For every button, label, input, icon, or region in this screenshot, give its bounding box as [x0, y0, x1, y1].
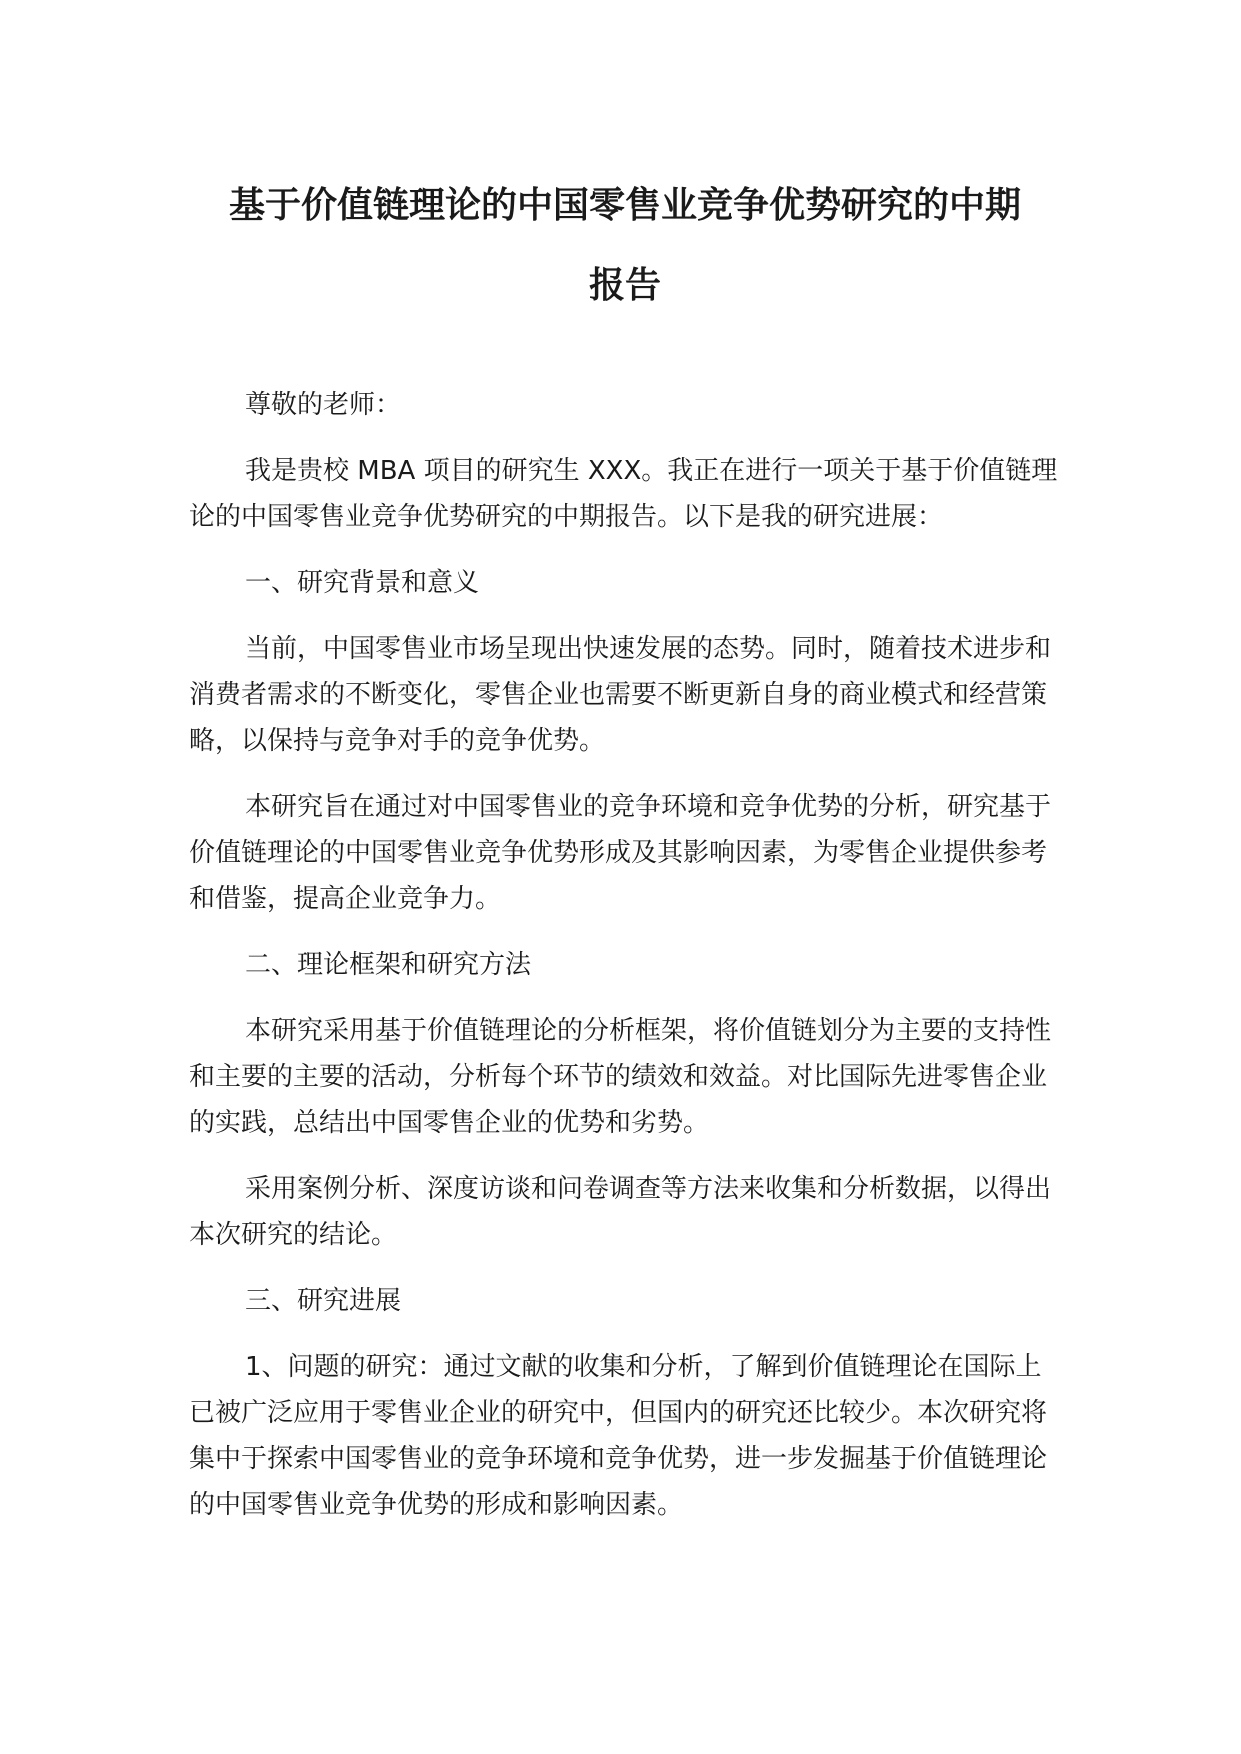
document-title-line-1: 基于价值链理论的中国零售业竞争优势研究的中期 — [228, 185, 1021, 226]
paragraph: 1、问题的研究：通过文献的收集和分析，了解到价值链理论在国际上已被广泛应用于零售业企业的研究中，但国内的研究还比较少。本次研究将集中于探索中国零售业的竞争环境和竞争优势，进一步发掘基于价值链理论的中国零售业竞争优势的形成和影响因素。 — [189, 1352, 1048, 1520]
intro-paragraph: 我是贵校 MBA 项目的研究生 XXX。我正在进行一项关于基于价值链理论的中国零售业竞争优势研究的中期报告。以下是我的研究进展： — [189, 456, 1058, 532]
paragraph: 当前，中国零售业市场呈现出快速发展的态势。同时，随着技术进步和消费者需求的不断变化，零售企业也需要不断更新自身的商业模式和经营策略，以保持与竞争对手的竞争优势。 — [189, 634, 1052, 756]
section-heading-2: 二、理论框架和研究方法 — [245, 950, 532, 980]
document-body — [189, 382, 1061, 1548]
paragraph: 本研究采用基于价值链理论的分析框架，将价值链划分为主要的支持性和主要的主要的活动，分析每个环节的绩效和效益。对比国际先进零售企业的实践，总结出中国零售企业的优势和劣势。 — [189, 1016, 1052, 1138]
section-heading-1: 一、研究背景和意义 — [245, 568, 480, 598]
paragraph: 本研究旨在通过对中国零售业的竞争环境和竞争优势的分析，研究基于价值链理论的中国零售业竞争优势形成及其影响因素，为零售企业提供参考和借鉴，提高企业竞争力。 — [189, 792, 1052, 914]
section-heading-3: 三、研究进展 — [245, 1286, 402, 1316]
salutation: 尊敬的老师： — [245, 390, 402, 420]
document-title-line-2: 报告 — [588, 265, 661, 306]
paragraph: 采用案例分析、深度访谈和问卷调查等方法来收集和分析数据，以得出本次研究的结论。 — [189, 1174, 1052, 1250]
